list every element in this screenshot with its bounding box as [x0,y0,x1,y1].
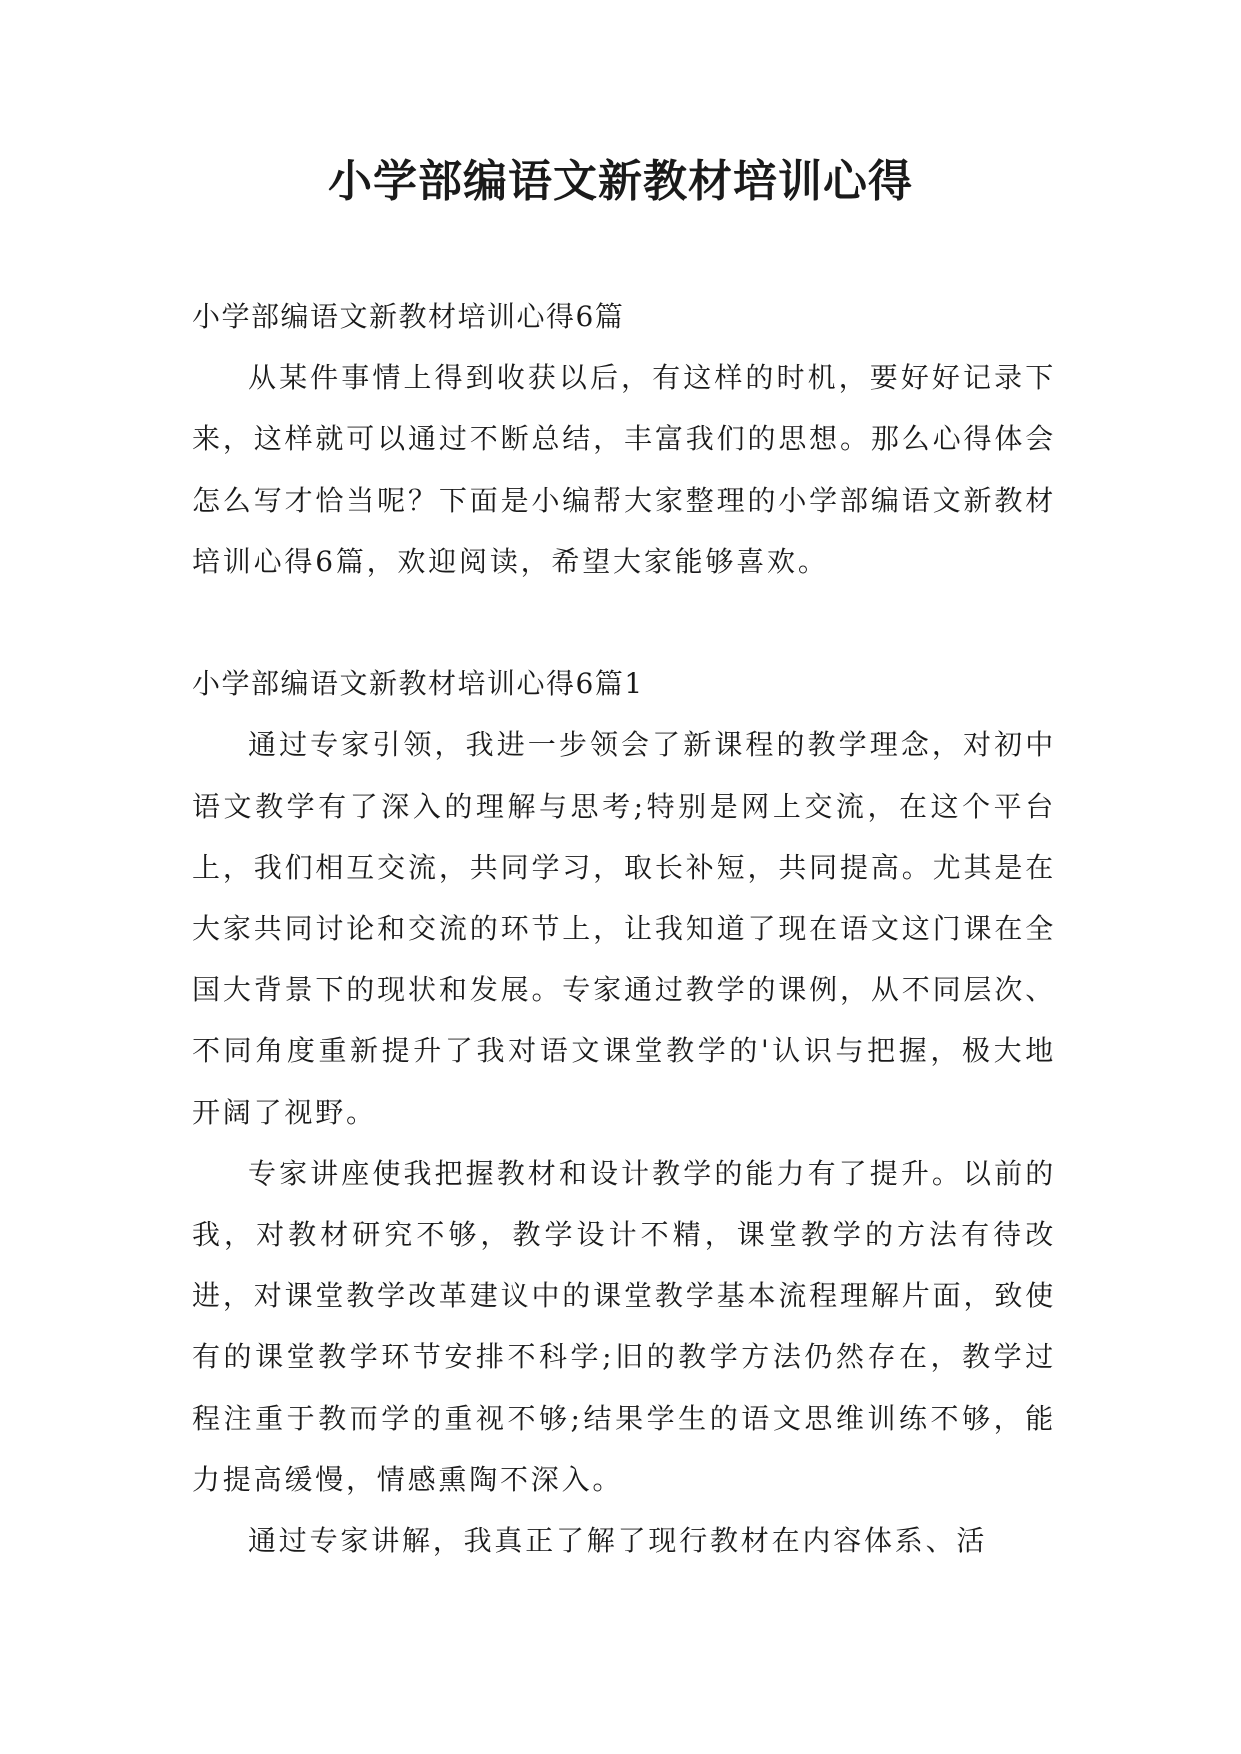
section-1-paragraph-1: 通过专家引领，我进一步领会了新课程的教学理念，对初中语文教学有了深入的理解与思考;特别是网上交流，在这个平台上，我们相互交流，共同学习，取长补短，共同提高。尤其是在大家共同讨论和交流的环节上，让我知道了现在语文这门课在全国大背景下的现状和发展。专家通过教学的课例，从不同层次、不同角度重新提升了我对语文课堂教学的'认识与把握，极大地开阔了视野。 [192,728,1056,1129]
document-title: 小学部编语文新教材培训心得 [328,156,913,207]
document-body [192,286,1056,1571]
section-spacer [192,592,1056,653]
section-1-paragraph-3: 通过专家讲解，我真正了解了现行教材在内容体系、活 [248,1524,988,1558]
section-1-heading: 小学部编语文新教材培训心得6篇1 [192,667,644,701]
intro-heading: 小学部编语文新教材培训心得6篇 [192,300,625,333]
intro-paragraph: 从某件事情上得到收获以后，有这样的时机，要好好记录下来，这样就可以通过不断总结，丰富我们的思想。那么心得体会怎么写才恰当呢？下面是小编帮大家整理的小学部编语文新教材培训心得6篇，欢迎阅读，希望大家能够喜欢。 [192,361,1056,578]
section-1-paragraph-2: 专家讲座使我把握教材和设计教学的能力有了提升。以前的我，对教材研究不够，教学设计不精，课堂教学的方法有待改进，对课堂教学改革建议中的课堂教学基本流程理解片面，致使有的课堂教学环节安排不科学;旧的教学方法仍然存在，教学过程注重于教而学的重视不够;结果学生的语文思维训练不够，能力提高缓慢，情感熏陶不深入。 [192,1156,1056,1496]
